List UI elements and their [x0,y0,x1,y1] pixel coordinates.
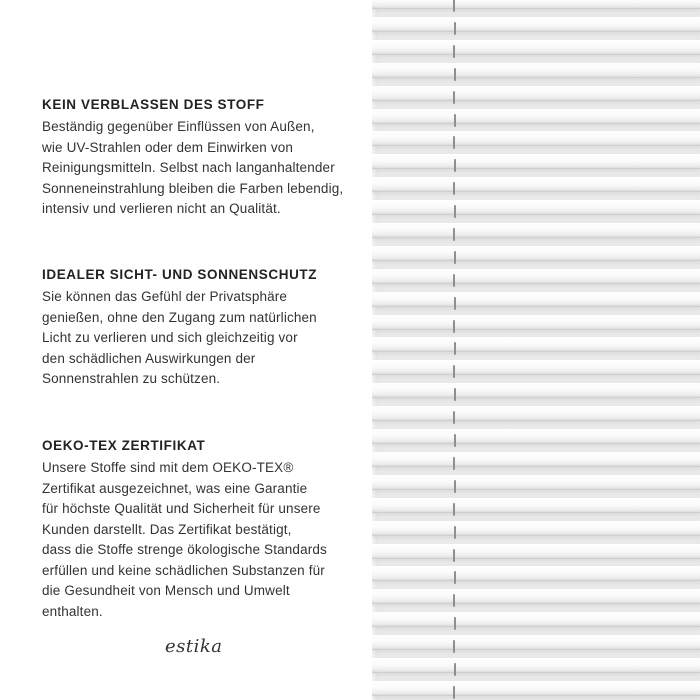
body-line: genießen, ohne den Zugang zum natürlichen [42,309,317,325]
blind-slat [372,566,700,581]
blind-slat [372,292,700,307]
blind-slat [372,246,700,261]
body-line: Sie können das Gefühl der Privatsphäre [42,289,288,304]
blind-slat [372,0,700,9]
blind-slat [372,406,700,421]
blind-cord [454,571,456,584]
blind-slat [372,40,700,55]
blind-slat [372,109,700,124]
blind-slat [372,383,700,398]
blind-cord [453,365,455,378]
body-line: Licht zu verlieren und sich gleichzeitig vor [42,330,298,345]
body-line: dass die Stoffe strenge ökologische Standards [42,542,327,557]
blind-cord [454,114,456,127]
blind-slat [372,154,700,169]
blind-slat [372,612,700,627]
blind-slat [372,17,700,32]
blind-cord [454,205,456,218]
blind-cord [453,91,455,104]
blind-cord [453,457,455,470]
blind-cord [453,0,455,12]
blind-cord [454,297,456,310]
feature-oeko-tex-certificate [42,436,362,622]
section-body [42,458,362,622]
section-title: OEKO-TEX ZERTIFIKAT [42,438,206,453]
blind-cord [453,136,455,149]
blind-cord [454,68,456,81]
blind-slat [372,635,700,650]
blind-cord [453,594,455,607]
body-line: Kunden darstellt. Das Zertifikat bestätigt, [42,521,292,537]
blind-slat [372,63,700,78]
blind-slat [372,429,700,444]
blind-cord [454,480,456,493]
blind-cord [453,45,455,58]
body-line: die Gesundheit von Mensch und Umwelt [42,583,290,598]
feature-fade-resistance [42,95,362,220]
blind-cord [454,526,456,539]
body-line: für höchste Qualität und Sicherheit für unsere [42,501,321,516]
blind-cord [454,388,456,401]
blind-slat [372,337,700,352]
blind-cord [454,22,456,35]
window-blinds-image [372,0,700,700]
blind-slat [372,177,700,192]
body-line: Unsere Stoffe sind mit dem OEKO-TEX® [42,460,294,475]
section-body [42,287,362,390]
blind-slat [372,315,700,330]
blind-cord [454,663,456,676]
body-line: den schädlichen Auswirkungen der [42,350,256,366]
blind-cord [453,549,455,562]
body-line: intensiv und verlieren nicht an Qualität. [42,201,281,216]
section-title: KEIN VERBLASSEN DES STOFF [42,97,265,112]
blind-slat [372,223,700,238]
section-title: IDEALER SICHT- UND SONNENSCHUTZ [42,267,318,282]
blind-cord [454,251,456,264]
blind-slat [372,589,700,604]
blind-slat [372,681,700,696]
blind-slat [372,269,700,284]
feature-privacy-sun-protection [42,265,362,390]
body-line: erfüllen und keine schädlichen Substanzen für [42,562,325,578]
blind-cord [453,640,455,653]
blind-cord [454,159,456,172]
blind-slat [372,521,700,536]
body-line: Zertifikat ausgezeichnet, was eine Garantie [42,480,308,496]
blind-slat [372,360,700,375]
blind-cord [453,320,455,333]
blind-slat [372,658,700,673]
blind-cord [454,342,456,355]
body-line: Sonneneinstrahlung bleiben die Farben lebendig, [42,180,344,196]
blind-cord [453,182,455,195]
blind-cord [453,686,455,699]
blind-slat [372,200,700,215]
body-line: Sonnenstrahlen zu schützen. [42,371,221,386]
body-line: Beständig gegenüber Einflüssen von Außen, [42,119,315,134]
body-line: enthalten. [42,603,103,619]
blind-cord [454,617,456,630]
blind-cord [454,434,456,447]
blind-slat [372,475,700,490]
blind-cord [453,411,455,424]
blind-cord [453,228,455,241]
body-line: Reinigungsmitteln. Selbst nach langanhaltender [42,160,335,175]
section-body [42,117,362,220]
body-line: wie UV-Strahlen oder dem Einwirken von [42,139,294,155]
blind-cord [453,503,455,516]
blind-slat [372,452,700,467]
blind-slat [372,498,700,513]
blind-cord [453,274,455,287]
blind-slat [372,131,700,146]
blind-slat [372,86,700,101]
brand-logo: estika [165,636,223,657]
blind-slat [372,544,700,559]
